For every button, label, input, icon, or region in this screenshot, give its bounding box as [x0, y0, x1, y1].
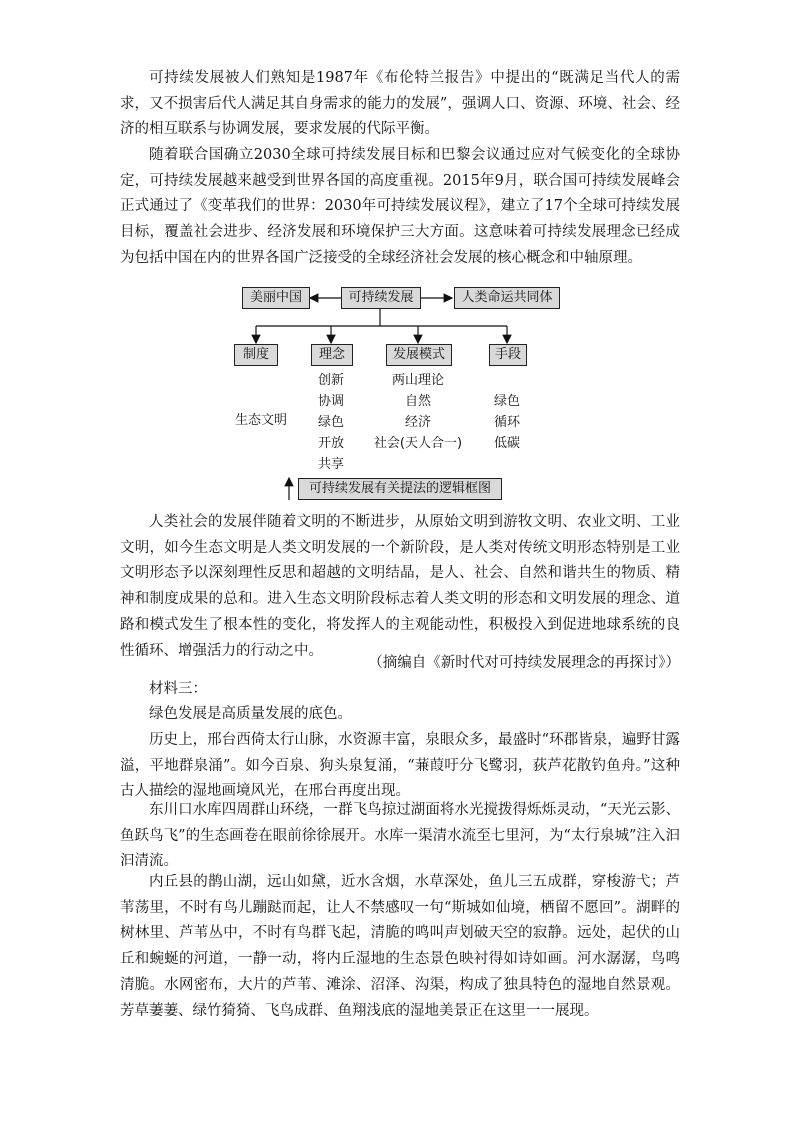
- source-citation: （摘编自《新时代对可持续发展理念的再探讨》）: [368, 655, 680, 671]
- paragraph-4: 绿色发展是高质量发展的底色。: [149, 706, 352, 722]
- means-item: 低碳: [493, 436, 520, 451]
- mode-item: 自然: [404, 394, 431, 409]
- system-item: 生态文明: [234, 413, 287, 428]
- box-shared-future: 人类命运共同体: [454, 287, 560, 309]
- means-item: 绿色: [493, 394, 520, 409]
- concept-item: 共享: [317, 457, 344, 472]
- box-development-mode: 发展模式: [386, 344, 452, 366]
- diagram-caption: 可持续发展有关提法的逻辑框图: [298, 478, 502, 500]
- box-means: 手段: [489, 344, 527, 366]
- concept-item: 绿色: [317, 415, 344, 430]
- paragraph-7: 内丘县的鹊山湖，远山如黛，近水含烟，水草深处，鱼儿三五成群，穿梭游弋；芦苇荡里，不时有鸟儿蹦跶而起，让人不禁感叹一句“斯城如仙境，栖留不愿回”。湖畔的树林里、芦苇丛中，不时有鸟群飞起，清脆的鸣叫声划破天空的寂静。远处，起伏的山丘和蜿蜒的河道，一静一动，将内丘湿地的生态景色映衬得如诗如画。河水潺潺，鸟鸣清脆。水网密布，大片的芦苇、滩涂、沼泽、沟渠，构成了独具特色的湿地自然景观。芳草萋萋、绿竹猗猗、飞鸟成群、鱼翔浅底的湿地美景正在这里一一展现。: [120, 874, 680, 1019]
- mode-item: 社会(天人合一): [373, 436, 463, 451]
- paragraph-3: 人类社会的发展伴随着文明的不断进步，从原始文明到游牧文明、农业文明、工业文明，如今生态文明是人类文明发展的一个新阶段，是人类对传统文明形态特别是工业文明形态予以深刻理性反思和超越的文明结晶，是人、社会、自然和谐共生的物质、精神和制度成果的总和。进入生态文明阶段标志着人类文明的形态和文明发展的理念、道路和模式发生了根本性的变化，将发挥人的主观能动性，积极投入到促进地球系统的良性循环、增强活力的行动之中。: [120, 514, 680, 659]
- box-system: 制度: [234, 344, 278, 366]
- concept-item: 创新: [317, 373, 344, 388]
- concept-item: 协调: [317, 394, 344, 409]
- material-three-label: 材料三：: [149, 681, 207, 697]
- concept-item: 开放: [317, 436, 344, 451]
- mode-item: 两山理论: [391, 373, 444, 388]
- paragraph-5: 历史上，邢台西倚太行山脉，水资源丰富，泉眼众多，最盛时“环郡皆泉，遍野甘露溢，平地群泉涌”。如今百泉、狗头泉复涌，“蒹葭吁分飞鹭羽，荻芦花散钓鱼舟。”这种古人描绘的湿地画境风光，在邢台再度出现。: [120, 732, 680, 800]
- box-beautiful-china: 美丽中国: [242, 287, 310, 309]
- box-concept: 理念: [311, 344, 353, 366]
- mode-item: 经济: [404, 415, 431, 430]
- box-sustainable-development: 可持续发展: [341, 287, 421, 309]
- means-item: 循环: [493, 415, 520, 430]
- paragraph-2: 随着联合国确立2030全球可持续发展目标和巴黎会议通过应对气候变化的全球协定，可持续发展越来越受到世界各国的高度重视。2015年9月，联合国可持续发展峰会正式通过了《变革我们的世界：2030年可持续发展议程》，建立了17个全球可持续发展目标，覆盖社会进步、经济发展和环境保护三大方面。这意味着可持续发展理念已经成为包括中国在内的世界各国广泛接受的全球经济社会发展的核心概念和中轴原理。: [120, 147, 680, 266]
- logic-framework-diagram: [0, 284, 793, 506]
- paragraph-1: 可持续发展被人们熟知是1987年《布伦特兰报告》中提出的“既满足当代人的需求，又不损害后代人满足其自身需求的能力的发展”，强调人口、资源、环境、社会、经济的相互联系与协调发展，要求发展的代际平衡。: [120, 70, 680, 138]
- paragraph-6: 东川口水库四周群山环绕，一群飞鸟掠过湖面将水光搅拨得烁烁灵动，“天光云影、鱼跃鸟飞”的生态画卷在眼前徐徐展开。水库一渠清水流至七里河，为“太行泉城”注入汩汩清流。: [120, 802, 680, 870]
